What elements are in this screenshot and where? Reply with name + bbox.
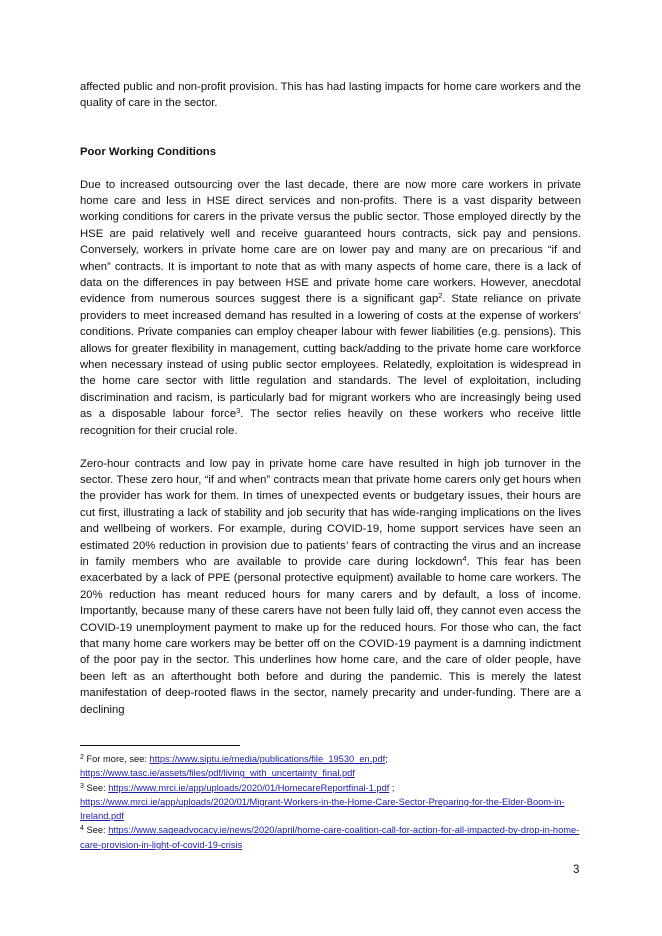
- text: Zero-hour contracts and low pay in private home care have resulted in high job turnover in the sector. These zero hour, “if and when” contracts mean that private home carers only get hours when the provider has work for them. In times of unexpected events or budgetary issues, their hours are cut first, illustrating a lack of stability and job security that has wide-ranging implications on the lives and wellbeing of workers. For example, during COVID-19, home support services have seen an estimated 20% reduction in provision due to patients’ fears of contracting the virus and an increase in family members who are available to provide care during lockdown: [80, 457, 581, 568]
- footnote-link[interactable]: https://www.siptu.ie/media/publications/file_19530_en.pdf: [149, 754, 386, 764]
- paragraph-zero-hour: [80, 456, 581, 719]
- footnote-link[interactable]: https://www.sageadvocacy.ie/news/2020/april/home-care-coalition-call-for-action-for-all-impacted-by-drop-in-home-care-provision-in-light-of-covid-19-crisis: [80, 825, 580, 850]
- footnote-4: [80, 823, 585, 852]
- footnotes: [80, 752, 585, 852]
- footnote-prefix: See:: [86, 782, 109, 793]
- footnote-number: 2: [80, 754, 84, 761]
- text: . This fear has been exacerbated by a lack of PPE (personal protective equipment) available to home care workers. The 20% reduction has meant reduced hours for many carers and by default, a loss of income. Importantly, because many of these carers have not been fully laid off, they cannot even access the COVID-19 unemployment payment to make up for the reduced hours. For those who can, the fact that many home care workers may be better off on the COVID-19 payment is a damning indictment of the poor pay in the sector. This underlines how home care, and the care of older people, have been left as an afterthought both before and during the pandemic. This is merely the latest manifestation of deep-rooted flaws in the sector, namely precarity and under-funding. There are a declining: [80, 555, 581, 716]
- footnote-ref-4[interactable]: 4: [462, 553, 467, 563]
- paragraph-working-conditions: [80, 177, 581, 440]
- section-heading: Poor Working Conditions: [80, 145, 216, 158]
- text: . State reliance on private providers to meet increased demand has resulted in a lowering of costs at the expense of workers’ conditions. Private companies can employ cheaper labour with fewer liabilities (e.g. pensions). This allows for greater flexibility in management, cutting back/adding to the private home care workforce when necessary instead of using public sector employees. Relatedly, exploitation is widespread in the home care sector with little regulation and standards. The level of exploitation, including discrimination and racism, is particularly bad for migrant workers who are increasingly being used as a disposable labour force: [80, 293, 581, 421]
- footnote-link[interactable]: https://www.mrci.ie/app/uploads/2020/01/Migrant-Workers-in-the-Home-Care-Sector-Preparing-for-the-Elder-Boom-in-Ireland.pdf: [80, 796, 565, 822]
- footnote-separator: [80, 745, 240, 746]
- page-number: 3: [573, 864, 580, 876]
- footnote-prefix: See:: [86, 825, 109, 836]
- separator: ;: [385, 754, 388, 764]
- footnote-ref-2[interactable]: 2: [438, 291, 443, 301]
- separator: ;: [389, 782, 395, 793]
- footnote-link[interactable]: https://www.tasc.ie/assets/files/pdf/living_with_uncertainty_final.pdf: [80, 768, 355, 779]
- footnote-2: [80, 752, 585, 781]
- text: Due to increased outsourcing over the last decade, there are now more care workers in private home care and less in HSE direct services and non-profits. There is a vast disparity between working conditions for carers in the private versus the public sector. Those employed directly by the HSE are paid relatively well and receive guaranteed hours contracts, sick pay and pensions. Conversely, workers in private home care are on lower pay and many are on precarious “if and when” contracts. It is important to note that as with many aspects of home care, there is a lack of data on the differences in pay between HSE and private home care workers. However, anecdotal evidence from numerous sources suggest there is a significant gap: [80, 178, 581, 306]
- footnote-number: 3: [80, 782, 84, 790]
- footnote-ref-3[interactable]: 3: [236, 406, 241, 416]
- text: . The sector relies heavily on these workers who receive little recognition for their crucial role.: [80, 408, 581, 437]
- footnote-prefix: For more, see:: [86, 754, 150, 764]
- footnote-number: 4: [80, 825, 84, 833]
- paragraph-intro: affected public and non-profit provision. This has had lasting impacts for home care workers and the quality of care in the sector.: [80, 81, 581, 110]
- footnote-link[interactable]: https://www.mrci.ie/app/uploads/2020/01/HomecareReportfinal-1.pdf: [108, 782, 390, 793]
- document-body: [80, 79, 581, 718]
- footnote-3: [80, 781, 585, 824]
